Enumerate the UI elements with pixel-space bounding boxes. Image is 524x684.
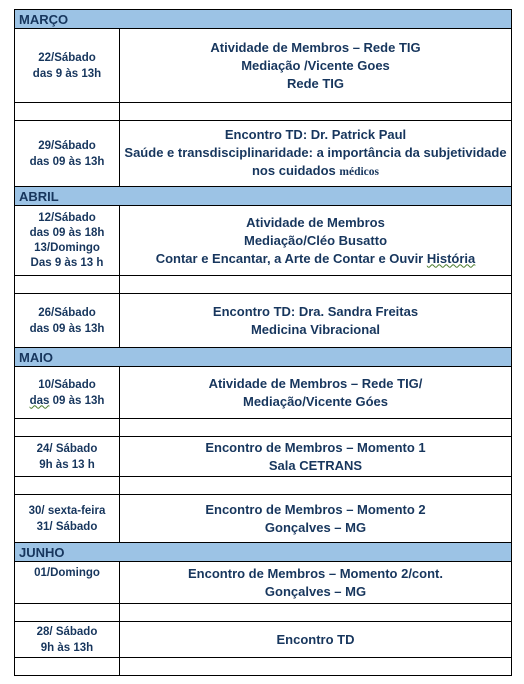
desc-line: Encontro de Membros – Momento 2: [205, 501, 426, 517]
desc-line: Atividade de Membros – Rede TIG/: [208, 375, 423, 391]
spacer-row: [15, 477, 512, 495]
desc-text: Contar e Encantar, a Arte de Contar e Ouvir: [155, 250, 424, 266]
time-line: 9h às 13h: [40, 641, 94, 654]
desc-line: Encontro TD: [276, 631, 355, 647]
event-row: [15, 367, 512, 419]
event-date: [15, 29, 120, 103]
month-title: MARÇO: [15, 10, 512, 29]
event-date: [15, 367, 120, 419]
event-date: [15, 437, 120, 477]
event-row: [15, 437, 512, 477]
time-line: das 9 às 13h: [32, 67, 102, 80]
time-line: 9h às 13 h: [39, 458, 95, 471]
month-header-abril: [15, 187, 512, 206]
event-row: [15, 495, 512, 543]
date-line: 24/ Sábado: [36, 442, 98, 455]
desc-line: Atividade de Membros: [246, 214, 385, 230]
date-line: 13/Domingo: [34, 241, 100, 254]
event-description: [120, 367, 512, 419]
event-description: [120, 206, 512, 276]
month-title: ABRIL: [15, 187, 512, 206]
event-description: [120, 437, 512, 477]
desc-line: Mediação/Cléo Busatto: [243, 232, 388, 248]
month-header-marco: [15, 10, 512, 29]
desc-text-small: médicos: [339, 166, 380, 178]
desc-line: [120, 162, 511, 181]
time-line: Das 9 às 13 h: [30, 256, 104, 269]
desc-line: Mediação /Vicente Goes: [241, 57, 390, 73]
desc-text-underlined: História: [426, 250, 476, 266]
event-row: [15, 206, 512, 276]
event-row: [15, 622, 512, 658]
time-line: das 09 às 13h: [29, 155, 105, 168]
desc-line: Encontro TD: Dr. Patrick Paul: [224, 127, 407, 142]
event-date: [15, 495, 120, 543]
event-description: [120, 495, 512, 543]
date-line: 29/Sábado: [38, 139, 96, 152]
time-text: 09 às 13h: [52, 394, 105, 407]
spacer-row: [15, 419, 512, 437]
event-date: [15, 206, 120, 276]
month-title: MAIO: [15, 348, 512, 367]
desc-line: Sala CETRANS: [268, 457, 363, 473]
date-line: 31/ Sábado: [36, 520, 98, 533]
time-line: das 09 às 18h: [29, 226, 105, 239]
month-header-junho: [15, 543, 512, 562]
date-line: 22/Sábado: [38, 51, 96, 64]
time-text-underlined: das: [29, 394, 50, 407]
desc-line: Medicina Vibracional: [250, 321, 381, 337]
time-line: [15, 393, 119, 409]
desc-line: Encontro de Membros – Momento 1: [205, 439, 426, 455]
event-description: [120, 294, 512, 348]
date-line: 28/ Sábado: [36, 625, 98, 638]
desc-text: nos cuidados: [251, 163, 336, 178]
spacer-row: [15, 604, 512, 622]
event-date: [15, 294, 120, 348]
event-row: [15, 121, 512, 187]
event-date: [15, 562, 120, 604]
desc-line: Mediação/Vicente Góes: [243, 393, 388, 409]
event-description: [120, 29, 512, 103]
desc-line: Gonçalves – MG: [264, 583, 367, 599]
desc-line: Gonçalves – MG: [264, 519, 367, 535]
schedule-table: [14, 9, 512, 676]
event-description: [120, 121, 512, 187]
desc-line: Encontro de Membros – Momento 2/cont.: [188, 565, 443, 581]
event-description: [120, 562, 512, 604]
event-date: [15, 121, 120, 187]
spacer-row: [15, 103, 512, 121]
event-description: [120, 622, 512, 658]
desc-line: Encontro TD: Dra. Sandra Freitas: [212, 303, 419, 319]
spacer-row: [15, 276, 512, 294]
desc-line: Saúde e transdisciplinaridade: a importância da subjetividade: [124, 145, 507, 160]
event-row: [15, 29, 512, 103]
time-line: das 09 às 13h: [29, 322, 105, 335]
event-row: [15, 294, 512, 348]
desc-line: Atividade de Membros – Rede TIG: [210, 39, 421, 55]
date-line: 12/Sábado: [38, 211, 96, 224]
desc-line: Rede TIG: [286, 75, 345, 91]
spacer-row: [15, 658, 512, 676]
date-line: 30/ sexta-feira: [28, 504, 106, 517]
event-row: [15, 562, 512, 604]
date-line: 10/Sábado: [38, 378, 96, 391]
date-line: 01/Domingo: [34, 567, 100, 579]
event-date: [15, 622, 120, 658]
month-header-maio: [15, 348, 512, 367]
date-line: 26/Sábado: [38, 306, 96, 319]
desc-line: [120, 250, 511, 268]
month-title: JUNHO: [15, 543, 512, 562]
